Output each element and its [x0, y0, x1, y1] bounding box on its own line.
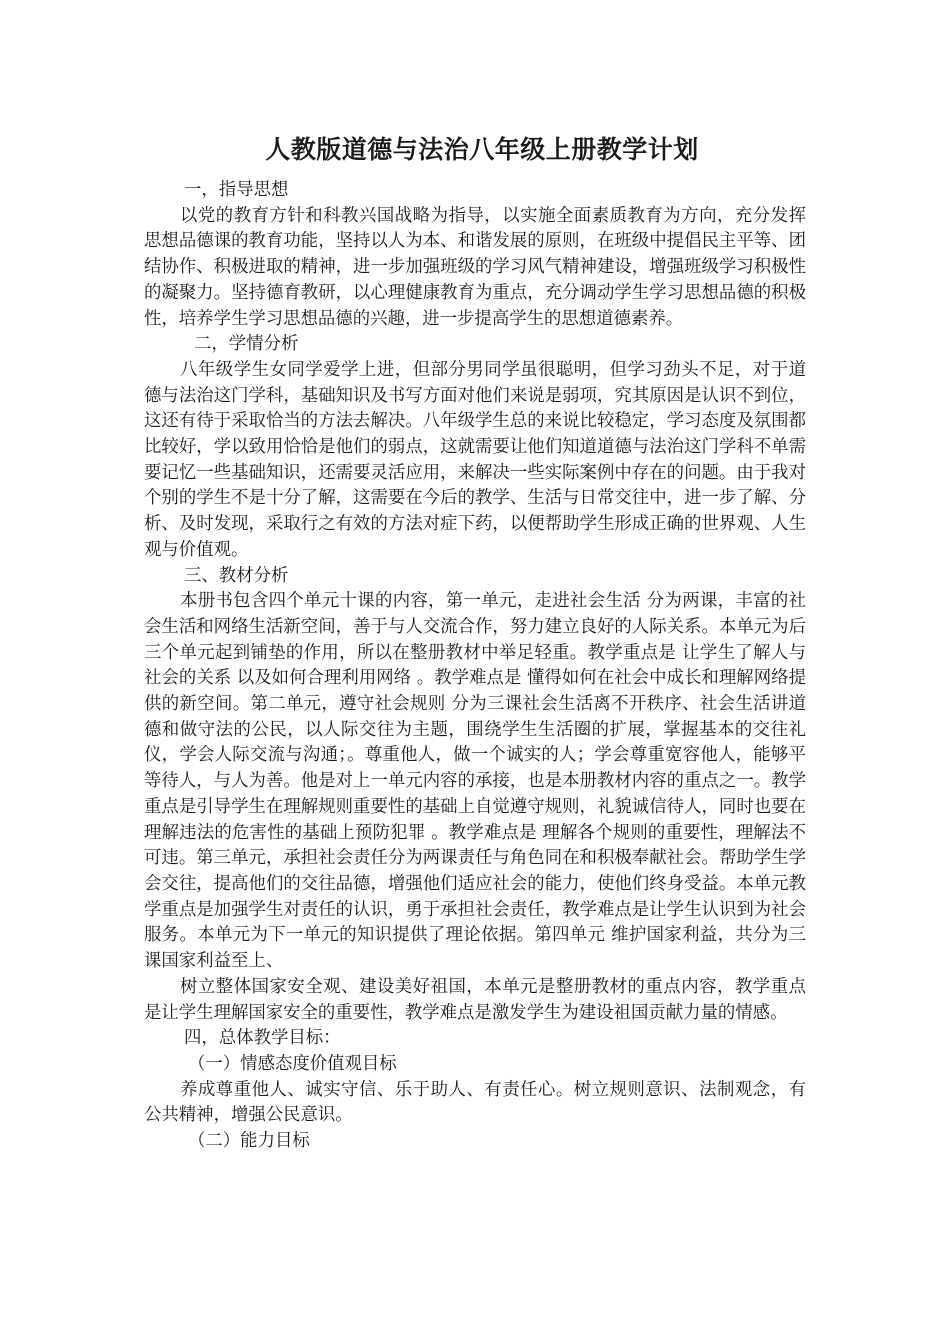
section-textbook-analysis: [144, 564, 806, 1027]
paragraph: 养成尊重他人、诚实守信、乐于助人、有责任心。树立规则意识、法制观念，有公共精神，增强公民意识。: [144, 1079, 806, 1126]
paragraph: 以党的教育方针和科教兴国战略为指导，以实施全面素质教育为方向，充分发挥思想品德课的教育功能，坚持以人为本、和谐发展的原则，在班级中提倡民主平等、团结协作、积极进取的精神，进一步加强班级的学习风气精神建设，增强班级学习积极性的凝聚力。坚持德育教研，以心理健康教育为重点，充分调动学生学习思想品德的积极性，培养学生学习思想品德的兴趣，进一步提高学生的思想道德素养。: [144, 205, 806, 329]
document-page: [144, 128, 806, 1155]
subsection-heading: （二）能力目标: [188, 1131, 310, 1152]
document-title: 人教版道德与法治八年级上册教学计划: [265, 135, 699, 164]
section-heading: 四，总体教学目标：: [184, 1028, 341, 1049]
section-overall-goals: [144, 1026, 806, 1155]
subsection-heading: （一）情感态度价值观目标: [188, 1053, 397, 1074]
paragraph: 八年级学生女同学爱学上进，但部分男同学虽很聪明，但学习劲头不足，对于道德与法治这门学科，基础知识及书写方面对他们来说是弱项，究其原因是认识不到位，这还有待于采取恰当的方法去解决。八年级学生总的来说比较稳定，学习态度及氛围都比较好，学以致用恰恰是他们的弱点，这就需要让他们知道道德与法治这门学科不单需要记忆一些基础知识，还需要灵活应用，来解决一些实际案例中存在的问题。由于我对个别的学生不是十分了解，这需要在今后的教学、生活与日常交往中，进一步了解、分析、及时发现，采取行之有效的方法对症下药，以便帮助学生形成正确的世界观、人生观与价值观。: [144, 359, 806, 560]
section-student-analysis: [144, 332, 806, 563]
paragraph: 本册书包含四个单元十课的内容，第一单元，走进社会生活 分为两课，丰富的社会生活和网络生活新空间，善于与人交流合作，努力建立良好的人际关系。本单元为后三个单元起到铺垫的作用，所以在整册教材中举足轻重。教学重点是 让学生了解人与社会的关系 以及如何合理利用网络 。教学难点是 懂得如何在社会中成长和理解网络提供的新空间。第二单元，遵守社会规则 分为三课社会生活离不开秩序、社会生活讲道德和做守法的公民，以人际交往为主题，围绕学生生活圈的扩展，掌握基本的交往礼仪，学会人际交流与沟通；。尊重他人，做一个诚实的人；学会尊重宽容他人，能够平等待人，与人为善。他是对上一单元内容的承接，也是本册教材内容的重点之一。教学重点是引导学生在理解规则重要性的基础上自觉遵守规则，礼貌诚信待人，同时也要在理解违法的危害性的基础上预防犯罪 。教学难点是 理解各个规则的重要性，理解法不可违。第三单元，承担社会责任分为两课责任与角色同在和积极奉献社会。帮助学生学会交往，提高他们的交往品德，增强他们适应社会的能力，使他们终身受益。本单元教学重点是加强学生对责任的认识，勇于承担社会责任，教学难点是让学生认识到为社会服务。本单元为下一单元的知识提供了理论依据。第四单元 维护国家利益，共分为三课国家利益至上、: [144, 591, 806, 972]
section-heading: 三、教材分析: [184, 565, 289, 586]
section-heading: 二，学情分析: [194, 334, 299, 355]
section-guiding-ideology: [144, 178, 806, 332]
section-heading: 一，指导思想: [184, 180, 289, 200]
paragraph: 树立整体国家安全观、建设美好祖国，本单元是整册教材的重点内容，教学重点是让学生理解国家安全的重要性，教学难点是激发学生为建设祖国贡献力量的情感。: [144, 976, 806, 1023]
